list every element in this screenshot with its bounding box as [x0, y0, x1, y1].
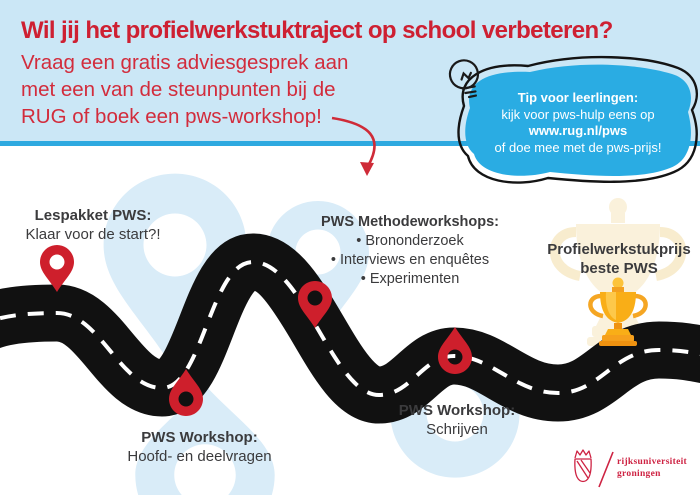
tip-line: of doe mee met de pws-prijs!	[494, 139, 662, 155]
milestone-profielwerkstukprijs	[538, 240, 700, 278]
milestone-title: PWS Workshop:	[141, 429, 258, 446]
tip-link[interactable]: www.rug.nl/pws	[528, 123, 628, 138]
milestone-hoofd-deelvragen	[112, 428, 287, 466]
lightbulb-icon	[436, 50, 500, 118]
list-item: • Interviews en enquêtes	[300, 251, 520, 270]
subtitle-line: RUG of boek een pws-workshop!	[21, 105, 322, 128]
list-item: • Experimenten	[300, 270, 520, 289]
milestone-subtitle: Hoofd- en deelvragen	[127, 448, 272, 465]
milestone-subtitle: beste PWS	[580, 260, 658, 277]
milestone-title: Lespakket PWS:	[34, 207, 152, 224]
tip-title: Tip voor leerlingen:	[517, 90, 639, 105]
rug-crest-icon	[570, 448, 614, 490]
arrow-down-icon	[326, 110, 392, 180]
rug-logo	[570, 448, 700, 490]
subtitle-line: met een van de steunpunten bij de	[21, 78, 336, 101]
milestone-title: Profielwerkstukprijs	[547, 241, 691, 258]
milestone-title: PWS Workshop:	[398, 402, 516, 419]
subtitle-line: Vraag een gratis adviesgesprek aan	[21, 51, 349, 74]
milestone-schrijven	[398, 401, 516, 439]
logo-line: groningen	[617, 468, 661, 479]
logo-line: rijksuniversiteit	[617, 457, 688, 467]
page-title: Wil jij het profielwerkstuktraject op school verbeteren?	[21, 17, 613, 44]
milestone-lespakket	[8, 206, 178, 244]
list-item: • Brononderzoek	[300, 232, 520, 251]
milestone-subtitle: Schrijven	[426, 421, 488, 438]
tip-bubble-text	[478, 90, 678, 156]
logo-text	[617, 457, 687, 480]
milestone-subtitle: Klaar voor de start?!	[25, 226, 161, 243]
milestone-title: PWS Methodeworkshops:	[320, 214, 500, 230]
tip-line: kijk voor pws-hulp eens op	[501, 106, 655, 122]
milestone-methodeworkshops	[300, 213, 520, 289]
logo-slash	[599, 452, 613, 487]
